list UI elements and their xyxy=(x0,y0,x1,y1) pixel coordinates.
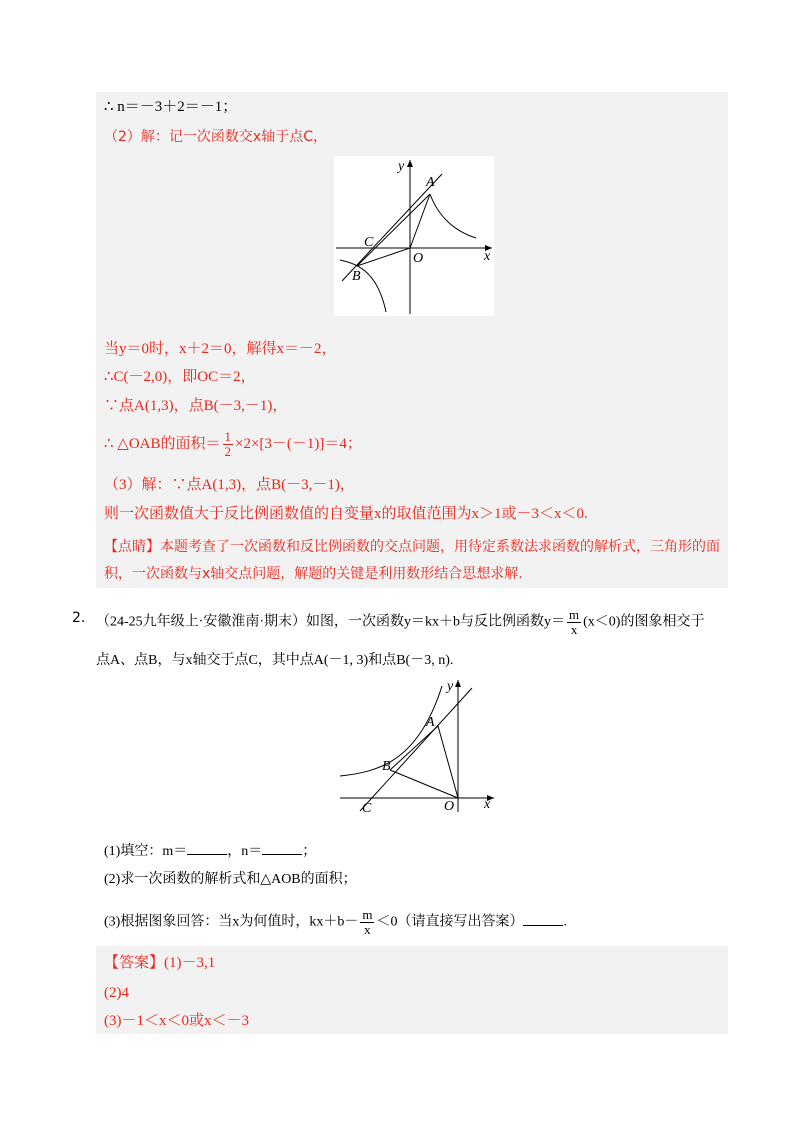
answer-tag: 【答案】 xyxy=(104,955,165,971)
blank-answer-3[interactable] xyxy=(523,913,563,926)
comment-line-1: 【点睛】本题考查了一次函数和反比例函数的交点问题，用待定系数法求函数的解析式，三角形的面 xyxy=(104,539,720,555)
question-number: 2. xyxy=(72,610,86,626)
fig1-label-O: O xyxy=(413,251,424,266)
part3-body: 则一次函数值大于反比例函数值的自变量x的取值范围为x＞1或－3＜x＜0. xyxy=(104,506,588,522)
part3-heading: （3）解：∵点A(1,3)，点B(－3,－1)， xyxy=(104,477,355,493)
fig1-label-B: B xyxy=(352,269,361,284)
fig2-label-A: A xyxy=(426,715,435,730)
fig2-label-O: O xyxy=(444,799,455,814)
figure-1 xyxy=(334,156,494,316)
point-c-line: ∴C(－2,0)，即OC＝2， xyxy=(104,369,256,385)
fig2-label-x: x xyxy=(484,797,491,812)
figure-2 xyxy=(338,676,498,816)
fig2-label-C: C xyxy=(362,801,372,816)
y-zero-line: 当y＝0时，x＋2＝0，解得x＝－2， xyxy=(104,341,337,357)
area-suffix: ×2×[3－(－1)]＝4； xyxy=(235,435,362,452)
fig1-label-x: x xyxy=(484,249,491,264)
answer-2: (2)4 xyxy=(104,985,129,1001)
fig1-label-A: A xyxy=(426,175,435,190)
fig2-label-y: y xyxy=(447,679,454,694)
sub-question-3: (3)根据图象回答：当x为何值时，kx＋b－ $\frac{m}{x}$ ＜0（请直接写出答案） . xyxy=(104,907,567,937)
question-fraction: $\frac{m}{x}$ xyxy=(569,607,580,637)
question-line-1: （24-25九年级上·安徽淮南·期末）如图，一次函数y＝kx＋b与反比例函数y＝ $\frac{m}{x}$ (x＜0)的图象相交于 xyxy=(96,607,705,637)
part2-heading: （2）解：记一次函数交x轴于点C， xyxy=(104,129,327,145)
area-fraction: $\frac{1}{2}$ xyxy=(224,429,231,459)
fig1-label-C: C xyxy=(364,235,374,250)
fig1-label-y: y xyxy=(398,159,405,174)
question-line-2: 点A、点B，与x轴交于点C，其中点A(－1, 3)和点B(－3, n). xyxy=(96,653,454,668)
comment-line-2: 积，一次函数与x轴交点问题，解题的关键是利用数形结合思想求解. xyxy=(104,566,523,582)
area-prefix: ∴ △OAB的面积＝ xyxy=(104,435,221,452)
blank-n[interactable] xyxy=(262,842,302,855)
answer-1: 【答案】(1)－3,1 xyxy=(104,955,216,971)
blank-m[interactable] xyxy=(187,842,227,855)
solution-n-line: ∴ n＝－3＋2＝－1； xyxy=(104,99,238,115)
points-ab-line: ∵点A(1,3)，点B(－3,－1)， xyxy=(104,398,288,414)
answer-3: (3)－1＜x＜0或x＜－3 xyxy=(104,1013,249,1029)
sub3-fraction: $\frac{m}{x}$ xyxy=(362,907,373,937)
sub-question-1: (1)填空：m＝ ，n＝ ； xyxy=(104,844,317,859)
comment-tag: 【点睛】 xyxy=(104,539,160,555)
sub-question-2: (2)求一次函数的解析式和△AOB的面积； xyxy=(104,872,357,887)
fig2-label-B: B xyxy=(382,759,391,774)
area-line xyxy=(104,430,362,459)
